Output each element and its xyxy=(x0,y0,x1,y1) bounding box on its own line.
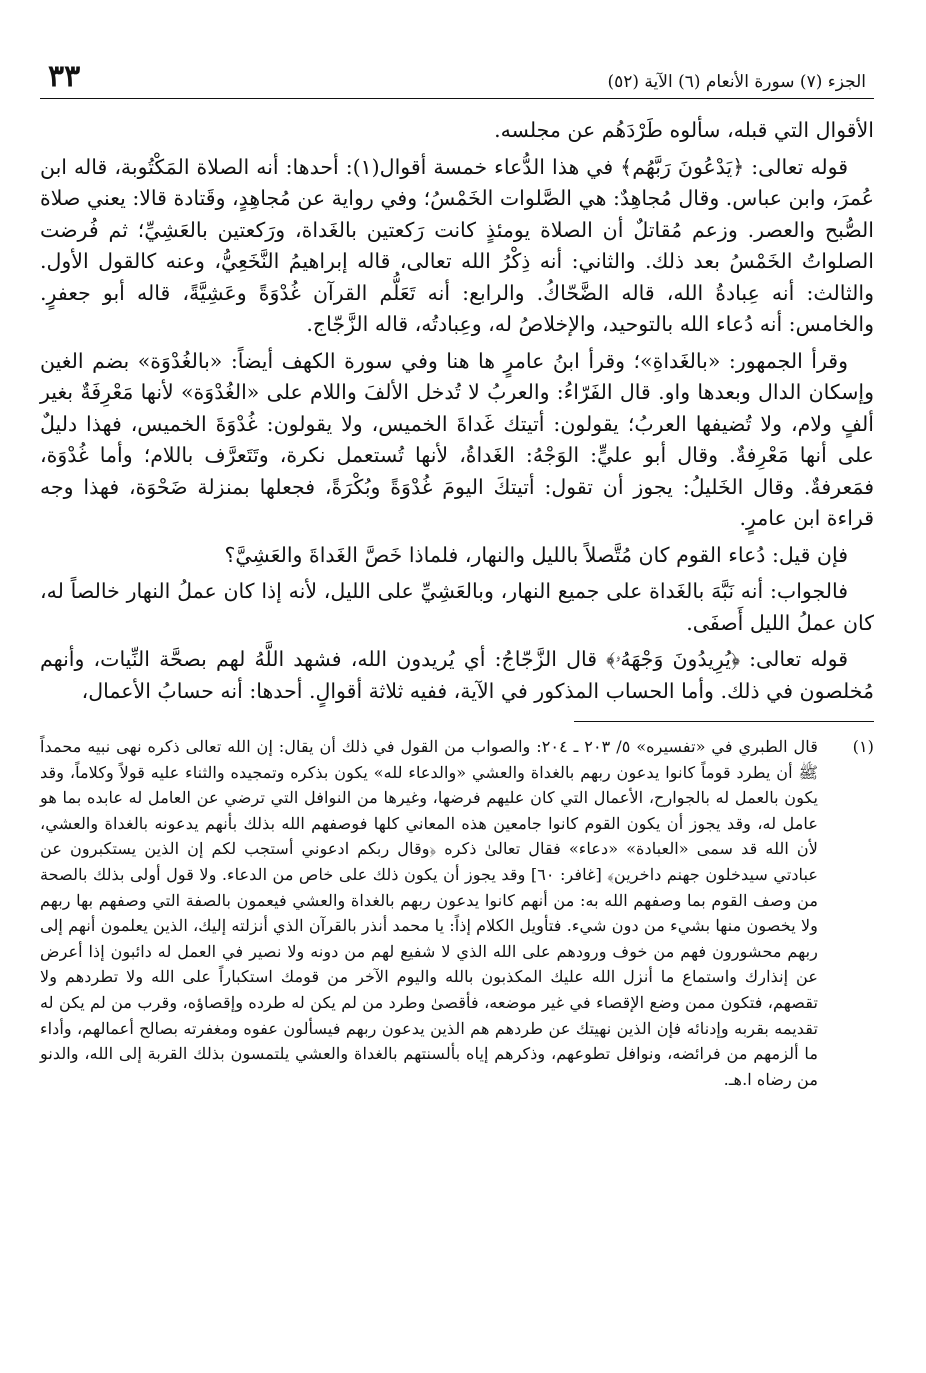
main-text xyxy=(40,115,874,707)
paragraph: الأقوال التي قبله، سألوه طَرْدَهُم عن مجلسه. xyxy=(494,118,874,142)
paragraph: فإن قيل: دُعاء القوم كان مُتَّصلاً بالليل والنهار، فلماذا خَصَّ الغَداةَ والعَشِيَّ؟ xyxy=(224,542,848,567)
paragraph: قوله تعالى: ﴿يُرِيدُونَ وَجْهَهُۥ﴾ قال الزَّجّاجُ: أي يُريدون الله، فشهد اللَّهُ لهم بصحَّة النِّيات، وأنهم مُخلصون في ذلك. وأما الحساب المذكور في الآية، ففيه ثلاثة أقوالٍ. أحدها: أنه حسابُ الأعمال، xyxy=(40,647,874,703)
paragraph: فالجواب: أنه نَبَّهَ بالغَداة على جميع النهار، وبالعَشِيِّ على الليل، لأنه إذا كان عملُ النهار خالصاً له، كان عملُ الليل أَصفَى. xyxy=(40,579,874,635)
page-number: ٣٣ xyxy=(48,59,81,94)
paragraph: قوله تعالى: ﴿يَدْعُونَ رَبَّهُم﴾ في هذا الدُّعاء خمسة أقوال(١): أحدها: أنه الصلاة المَكْتُوبة، قاله ابن عُمرَ، وابن عباس. وقال مُجاهِدٌ: هي الصَّلوات الخَمْسُ؛ وفي رواية عن مُجاهِدٍ، وقَتادة قالا: يعني صلاة الصُّبح والعصر. وزعم مُقاتلٌ أن الصلاة يومئذٍ كانت رَكعتين بالغَداة، ورَكعتين بالعَشِيِّ؛ ثم فُرضت الصلواتُ الخَمْسُ بعد ذلك. والثاني: أنه ذِكْرُ الله تعالى، قاله إبراهيمُ النَّخَعِيُّ، وعنه كالقول الأول. والثالث: أنه عِبادةُ الله، قاله الضَّحّاكُ. والرابع: أنه تَعَلُّم القرآن غُدْوَةً وعَشِيَّةً، قاله أبو جعفرٍ. والخامس: أنه دُعاء الله بالتوحيد، والإخلاصُ له، وعِبادتُه، قاله الزَّجّاج. xyxy=(40,154,874,336)
paragraph: وقرأ الجمهور: «بالغَداةِ»؛ وقرأ ابنُ عامرٍ ها هنا وفي سورة الكهف أيضاً: «بالغُدْوَة» بضم الغين وإسكان الدال وبعدها واو. قال الفَرّاءُ: والعربُ لا تُدخل الألفَ واللام على «الغُدْوَة» لأنها مَعْرِفَةٌ بغير ألفٍ ولام، ولا تُضيفها العربُ؛ يقولون: أتيتك غَداةَ الخميس، ولا يقولون: غُدْوَةَ الخميس، فهذا دليلٌ على أنها مَعْرِفةٌ. وقال أبو عليٍّ: الوَجْهُ: الغَداةُ، لأنها تُستعمل نكرة، وتَتَعرَّف باللام؛ وأما غُدْوَة، فمَعرفةٌ. وقال الخَليلُ: يجوز أن تقول: أتيتكَ اليومَ غُدْوَةً وبُكْرَةً، فجعلها بمنزلة ضَحْوَة، فهذا وجه قراءة ابن عامرٍ. xyxy=(40,348,874,530)
footnote xyxy=(40,734,874,1092)
header-rule xyxy=(40,98,874,99)
footnote-text: قال الطبري في «تفسيره» ٥/ ٢٠٣ ـ ٢٠٤: والصواب من القول في ذلك أن يقال: إن الله تعالى ذكره نهى نبيه محمداً ﷺ أن يطرد قوماً كانوا يدعون ربهم بالغداة والعشي «والدعاء لله» يكون بذكره وتمجيده والثناء عليه قولاً وكلاماً، وقد يكون بالعمل له بالجوارح، الأعمال التي كان عليهم فرضها، وغيرها من النوافل التي ترضي عن العامل له عابده بما هو عامل له، وقد يجوز أن يكون القوم كانوا جامعين هذه المعاني كلها فوصفهم الله بذلك بأنهم يدعونه بالغداة والعشي، لأن الله قد سمى «العبادة» «دعاء» فقال تعالىٰ ذكره ﴿وقال ربكم ادعوني أستجب لكم إن الذين يستكبرون عن عبادتي سيدخلون جهنم داخرين﴾ [غافر: ٦٠] وقد يجوز أن يكون ذلك على خاص من الدعاء. ولا قول أولى بذلك بالصحة من وصف القوم بما وصفهم الله به: من أنهم كانوا يدعون ربهم بالغداة والعشي فيعمون بالصفة التي وصفهم بها ربهم ولا يخصون منها بشيء من دون شيء. فتأويل الكلام إذاً: يا محمد أنذر بالقرآن الذي أنزلته إليك، الذين يعلمون أنهم إلى ربهم محشورون فهم من خوف ورودهم على الله الذي لا شفيع لهم من دونه ولا نصير في العمل له دائبون إذا أعرض عن إنذارك واستماع ما أنزل الله عليك المكذبون بالله واليوم الآخر من قومك استكباراً على الله ولا تطردهم ولا تقصهم، فتكون ممن وضع الإقصاء في غير موضعه، فأقصىٰ وطرد من لم يكن له طرده وإقصاؤه، وقرب من لم يكن له تقديمه بقربه وإدنائه فإن الذين نهيتك عن طردهم هم الذين يدعون ربهم فيسألون عفوه ومغفرته بصالح أعمالهم، وأداء ما ألزمهم من فرائضه، ونوافل تطوعهم، وذكرهم إياه بألسنتهم بالغداة والعشي يلتمسون بذلك القربة إلى الله، والدنو من رضاه ا.هـ. xyxy=(40,737,819,1089)
footnote-rule xyxy=(574,721,874,722)
running-header xyxy=(40,48,874,92)
header-title: الجزء (٧) سورة الأنعام (٦) الآية (٥٢) xyxy=(607,72,866,92)
footnote-marker: (١) xyxy=(852,737,874,756)
